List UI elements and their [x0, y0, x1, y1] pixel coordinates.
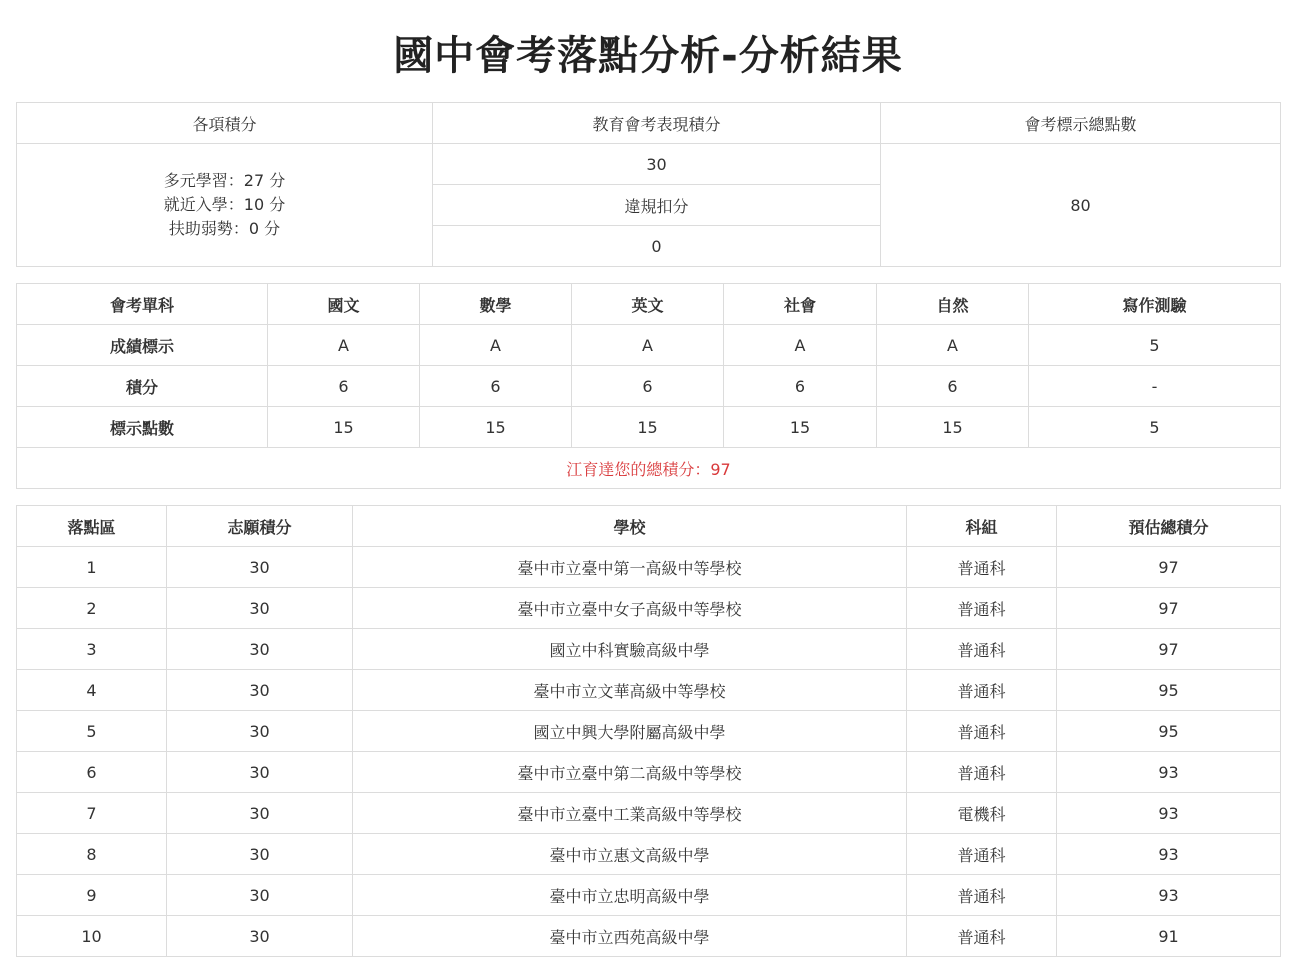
rank-cell: 3 [17, 629, 167, 670]
subject-writing: 寫作測驗 [1029, 284, 1281, 325]
wish-points-cell: 30 [167, 711, 353, 752]
subject-chinese: 國文 [268, 284, 420, 325]
score-summary-header-row [17, 103, 1281, 144]
estimated-total-cell: 93 [1057, 834, 1281, 875]
department-cell: 普通科 [907, 834, 1057, 875]
school-cell: 國立中科實驗高級中學 [353, 629, 907, 670]
education-points-value: 30 [433, 144, 881, 185]
points-english: 6 [572, 366, 724, 407]
penalty-value: 0 [433, 226, 881, 267]
rank-cell: 10 [17, 916, 167, 957]
rank-cell: 2 [17, 588, 167, 629]
subject-table [16, 283, 1281, 489]
wish-points-header: 志願積分 [167, 506, 353, 547]
grade-chinese: A [268, 325, 420, 366]
marks-writing: 5 [1029, 407, 1281, 448]
subject-math: 數學 [420, 284, 572, 325]
department-header: 科組 [907, 506, 1057, 547]
page-title: 國中會考落點分析-分析結果 [393, 33, 903, 79]
table-row [17, 793, 1281, 834]
table-row [17, 875, 1281, 916]
multi-learning-points: 多元學習：27 分 [163, 171, 286, 190]
ranking-header-row [17, 506, 1281, 547]
school-cell: 臺中市立臺中女子高級中等學校 [353, 588, 907, 629]
marks-chinese: 15 [268, 407, 420, 448]
table-row [17, 547, 1281, 588]
total-marks-header: 會考標示總點數 [881, 103, 1281, 144]
estimated-total-cell: 93 [1057, 752, 1281, 793]
points-row-label: 積分 [17, 366, 268, 407]
marks-science: 15 [877, 407, 1029, 448]
disadvantaged-points: 扶助弱勢：0 分 [168, 219, 281, 238]
marks-social: 15 [724, 407, 877, 448]
grade-row [17, 325, 1281, 366]
total-score-row [17, 448, 1281, 489]
wish-points-cell: 30 [167, 875, 353, 916]
department-cell: 普通科 [907, 875, 1057, 916]
wish-points-cell: 30 [167, 629, 353, 670]
wish-points-cell: 30 [167, 916, 353, 957]
school-cell: 臺中市立忠明高級中學 [353, 875, 907, 916]
estimated-total-cell: 95 [1057, 670, 1281, 711]
table-row [17, 752, 1281, 793]
department-cell: 普通科 [907, 547, 1057, 588]
wish-points-cell: 30 [167, 670, 353, 711]
subject-corner-label: 會考單科 [17, 284, 268, 325]
department-cell: 普通科 [907, 588, 1057, 629]
rank-cell: 5 [17, 711, 167, 752]
table-row [17, 834, 1281, 875]
points-social: 6 [724, 366, 877, 407]
table-row [17, 711, 1281, 752]
score-summary-row-1 [17, 144, 1281, 185]
wish-points-cell: 30 [167, 588, 353, 629]
item-points-header: 各項積分 [17, 103, 433, 144]
grade-writing: 5 [1029, 325, 1281, 366]
nearby-school-points: 就近入學：10 分 [163, 195, 286, 214]
wish-points-cell: 30 [167, 547, 353, 588]
wish-points-cell: 30 [167, 752, 353, 793]
rank-header: 落點區 [17, 506, 167, 547]
school-cell: 臺中市立臺中第二高級中等學校 [353, 752, 907, 793]
rank-cell: 1 [17, 547, 167, 588]
estimated-total-cell: 97 [1057, 588, 1281, 629]
total-score-text: 江育達您的總積分：97 [17, 448, 1281, 489]
school-cell: 臺中市立臺中第一高級中等學校 [353, 547, 907, 588]
grade-english: A [572, 325, 724, 366]
department-cell: 電機科 [907, 793, 1057, 834]
total-marks-value: 80 [881, 144, 1281, 267]
marks-row-label: 標示點數 [17, 407, 268, 448]
rank-cell: 7 [17, 793, 167, 834]
marks-english: 15 [572, 407, 724, 448]
points-row [17, 366, 1281, 407]
estimated-total-cell: 93 [1057, 793, 1281, 834]
estimated-total-cell: 91 [1057, 916, 1281, 957]
subject-science: 自然 [877, 284, 1029, 325]
estimated-total-cell: 93 [1057, 875, 1281, 916]
penalty-label: 違規扣分 [433, 185, 881, 226]
rank-cell: 4 [17, 670, 167, 711]
department-cell: 普通科 [907, 916, 1057, 957]
estimated-total-header: 預估總積分 [1057, 506, 1281, 547]
subject-social: 社會 [724, 284, 877, 325]
table-row [17, 916, 1281, 957]
school-cell: 國立中興大學附屬高級中學 [353, 711, 907, 752]
estimated-total-cell: 95 [1057, 711, 1281, 752]
table-row [17, 629, 1281, 670]
subject-header-row [17, 284, 1281, 325]
school-cell: 臺中市立文華高級中等學校 [353, 670, 907, 711]
department-cell: 普通科 [907, 629, 1057, 670]
department-cell: 普通科 [907, 670, 1057, 711]
item-points-cell [17, 144, 433, 267]
estimated-total-cell: 97 [1057, 547, 1281, 588]
school-header: 學校 [353, 506, 907, 547]
department-cell: 普通科 [907, 752, 1057, 793]
school-cell: 臺中市立臺中工業高級中等學校 [353, 793, 907, 834]
points-math: 6 [420, 366, 572, 407]
marks-math: 15 [420, 407, 572, 448]
ranking-table [16, 505, 1281, 957]
estimated-total-cell: 97 [1057, 629, 1281, 670]
grade-social: A [724, 325, 877, 366]
grade-row-label: 成績標示 [17, 325, 268, 366]
marks-row [17, 407, 1281, 448]
department-cell: 普通科 [907, 711, 1057, 752]
education-points-header: 教育會考表現積分 [433, 103, 881, 144]
points-chinese: 6 [268, 366, 420, 407]
grade-science: A [877, 325, 1029, 366]
wish-points-cell: 30 [167, 793, 353, 834]
rank-cell: 9 [17, 875, 167, 916]
rank-cell: 6 [17, 752, 167, 793]
subject-english: 英文 [572, 284, 724, 325]
wish-points-cell: 30 [167, 834, 353, 875]
table-row [17, 588, 1281, 629]
school-cell: 臺中市立惠文高級中學 [353, 834, 907, 875]
score-summary-table [16, 102, 1281, 267]
grade-math: A [420, 325, 572, 366]
table-row [17, 670, 1281, 711]
points-writing: - [1029, 366, 1281, 407]
school-cell: 臺中市立西苑高級中學 [353, 916, 907, 957]
points-science: 6 [877, 366, 1029, 407]
rank-cell: 8 [17, 834, 167, 875]
